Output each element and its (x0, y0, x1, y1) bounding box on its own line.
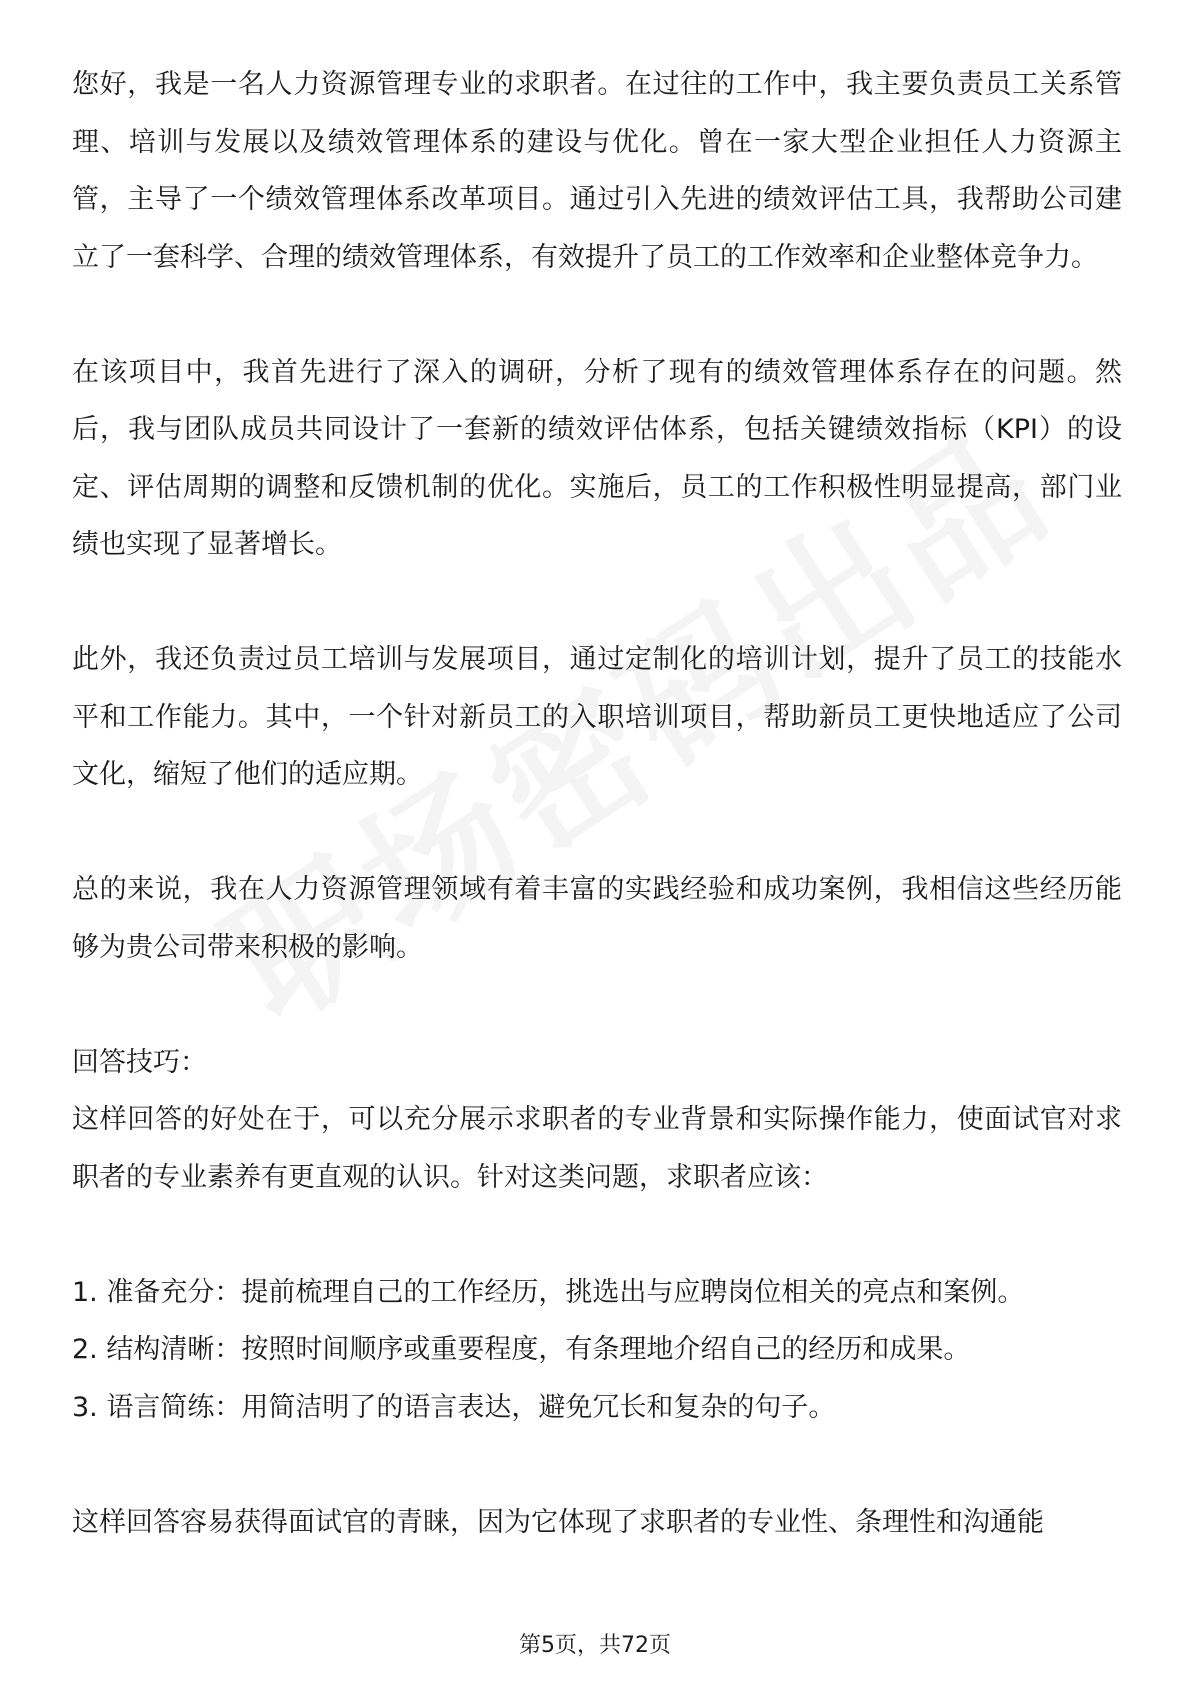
paragraph-spacer (72, 804, 1122, 862)
paragraph-project: 在该项目中，我首先进行了深入的调研，分析了现有的绩效管理体系存在的问题。然后，我与团队成员共同设计了一套新的绩效评估体系，包括关键绩效指标（KPI）的设定、评估周期的调整和反馈机制的优化。实施后，员工的工作积极性明显提高，部门业绩也实现了显著增长。 (72, 356, 1122, 560)
list-item: 3. 语言简练：用简洁明了的语言表达，避免冗长和复杂的句子。 (72, 1391, 836, 1423)
tips-heading: 回答技巧： (72, 1046, 207, 1078)
list-item: 2. 结构清晰：按照时间顺序或重要程度，有条理地介绍自己的经历和成果。 (72, 1334, 971, 1365)
document-body (72, 56, 1122, 1551)
paragraph-spacer (72, 286, 1122, 344)
paragraph-intro: 您好，我是一名人力资源管理专业的求职者。在过往的工作中，我主要负责员工关系管理、培训与发展以及绩效管理体系的建设与优化。曾在一家大型企业担任人力资源主管，主导了一个绩效管理体系改革项目。通过引入先进的绩效评估工具，我帮助公司建立了一套科学、合理的绩效管理体系，有效提升了员工的工作效率和企业整体竞争力。 (72, 69, 1122, 273)
page-number-footer: 第5页，共72页 (519, 1633, 671, 1658)
list-item: 1. 准备充分：提前梳理自己的工作经历，挑选出与应聘岗位相关的亮点和案例。 (72, 1276, 1025, 1308)
paragraph-conclusion: 这样回答容易获得面试官的青睐，因为它体现了求职者的专业性、条理性和沟通能 (72, 1506, 1044, 1538)
paragraph-spacer (72, 574, 1122, 632)
paragraph-tips-intro: 这样回答的好处在于，可以充分展示求职者的专业背景和实际操作能力，使面试官对求职者的专业素养有更直观的认识。针对这类问题，求职者应该： (72, 1104, 1122, 1193)
paragraph-spacer (72, 1206, 1122, 1264)
paragraph-training: 此外，我还负责过员工培训与发展项目，通过定制化的培训计划，提升了员工的技能水平和工作能力。其中，一个针对新员工的入职培训项目，帮助新员工更快地适应了公司文化，缩短了他们的适应期。 (72, 644, 1122, 790)
paragraph-summary: 总的来说，我在人力资源管理领域有着丰富的实践经验和成功案例，我相信这些经历能够为贵公司带来积极的影响。 (72, 874, 1122, 963)
paragraph-spacer (72, 976, 1122, 1034)
paragraph-spacer (72, 1436, 1122, 1494)
